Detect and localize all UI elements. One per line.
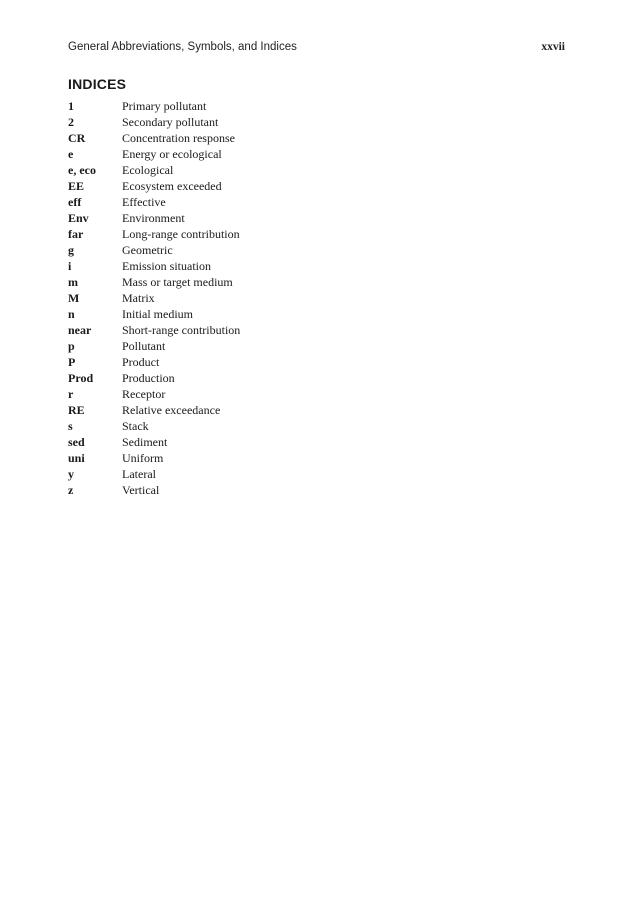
- index-meaning: Energy or ecological: [122, 147, 222, 161]
- index-symbol: z: [68, 483, 74, 497]
- index-row: [68, 130, 240, 146]
- index-meaning: Short-range contribution: [122, 323, 241, 337]
- index-symbol: CR: [68, 131, 86, 145]
- index-row: [68, 210, 240, 226]
- running-head: [68, 41, 565, 57]
- index-row: [68, 274, 240, 290]
- index-meaning: Sediment: [122, 435, 168, 449]
- index-row: [68, 322, 240, 338]
- index-row: [68, 338, 240, 354]
- index-symbol: g: [68, 243, 74, 257]
- index-symbol: EE: [68, 179, 85, 193]
- index-row: [68, 226, 240, 242]
- index-meaning: Long-range contribution: [122, 227, 240, 241]
- index-meaning: Vertical: [122, 483, 160, 497]
- index-symbol: Prod: [68, 371, 94, 385]
- index-row: [68, 370, 240, 386]
- index-meaning: Ecosystem exceeded: [122, 179, 222, 193]
- index-meaning: Mass or target medium: [122, 275, 233, 289]
- index-symbol: r: [68, 387, 74, 401]
- index-meaning: Effective: [122, 195, 166, 209]
- index-symbol: s: [68, 419, 73, 433]
- index-meaning: Environment: [122, 211, 185, 225]
- running-title: General Abbreviations, Symbols, and Indices: [68, 41, 297, 53]
- index-row: [68, 194, 240, 210]
- index-symbol: 2: [68, 115, 74, 129]
- index-meaning: Pollutant: [122, 339, 166, 353]
- index-row: [68, 418, 240, 434]
- index-symbol: 1: [68, 99, 74, 113]
- index-row: [68, 114, 240, 130]
- index-meaning: Concentration response: [122, 131, 235, 145]
- index-symbol: M: [68, 291, 80, 305]
- page-number: xxvii: [541, 41, 565, 53]
- index-symbol: uni: [68, 451, 85, 465]
- index-row: [68, 146, 240, 162]
- index-meaning: Emission situation: [122, 259, 212, 273]
- index-row: [68, 306, 240, 322]
- index-symbol: RE: [68, 403, 85, 417]
- index-row: [68, 178, 240, 194]
- index-row: [68, 386, 240, 402]
- index-meaning: Geometric: [122, 243, 173, 257]
- index-meaning: Product: [122, 355, 160, 369]
- index-symbol: p: [68, 339, 75, 353]
- index-row: [68, 450, 240, 466]
- index-symbol: e, eco: [68, 163, 96, 177]
- index-symbol: P: [68, 355, 76, 369]
- index-symbol: near: [68, 323, 92, 337]
- index-meaning: Stack: [122, 419, 149, 433]
- index-symbol: Env: [68, 211, 89, 225]
- section-heading: INDICES: [68, 76, 127, 92]
- index-meaning: Relative exceedance: [122, 403, 221, 417]
- index-meaning: Ecological: [122, 163, 174, 177]
- index-row: [68, 434, 240, 450]
- index-symbol: far: [68, 227, 84, 241]
- index-row: [68, 258, 240, 274]
- index-row: [68, 98, 240, 114]
- index-symbol: sed: [68, 435, 85, 449]
- index-symbol: eff: [68, 195, 82, 209]
- index-row: [68, 402, 240, 418]
- index-symbol: n: [68, 307, 75, 321]
- index-symbol: e: [68, 147, 74, 161]
- index-row: [68, 482, 240, 498]
- index-meaning: Lateral: [122, 467, 156, 481]
- index-row: [68, 242, 240, 258]
- index-meaning: Initial medium: [122, 307, 193, 321]
- index-row: [68, 354, 240, 370]
- index-symbol: m: [68, 275, 78, 289]
- index-symbol: y: [68, 467, 74, 481]
- index-meaning: Uniform: [122, 451, 164, 465]
- index-meaning: Matrix: [122, 291, 155, 305]
- index-row: [68, 290, 240, 306]
- index-meaning: Secondary pollutant: [122, 115, 219, 129]
- index-row: [68, 162, 240, 178]
- indices-list: [68, 98, 240, 498]
- index-row: [68, 466, 240, 482]
- index-meaning: Primary pollutant: [122, 99, 207, 113]
- index-meaning: Receptor: [122, 387, 166, 401]
- index-symbol: i: [68, 259, 72, 273]
- index-meaning: Production: [122, 371, 175, 385]
